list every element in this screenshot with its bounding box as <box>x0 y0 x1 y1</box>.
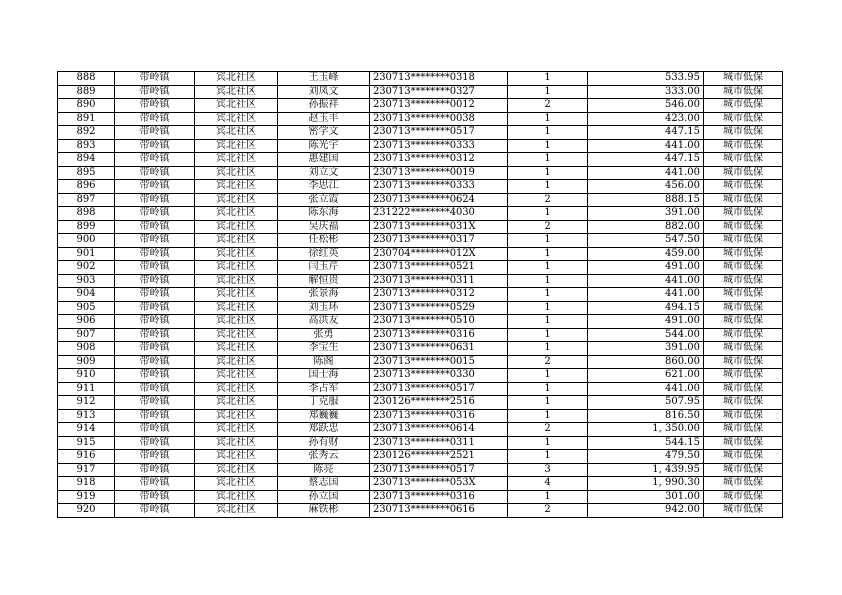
id-number-cell: 230704********012X <box>370 247 508 261</box>
household-count-cell: 1 <box>508 342 588 356</box>
town-cell: 带岭镇 <box>115 193 195 207</box>
community-cell: 宾北社区 <box>195 288 278 302</box>
town-cell: 带岭镇 <box>115 301 195 315</box>
name-cell: 陈光宇 <box>278 139 370 153</box>
amount-cell: 441.00 <box>588 288 704 302</box>
aid-type-cell: 城市低保 <box>704 342 783 356</box>
aid-type-cell: 城市低保 <box>704 99 783 113</box>
name-cell: 陈阁 <box>278 355 370 369</box>
household-count-cell: 1 <box>508 409 588 423</box>
row-number-cell: 920 <box>58 504 115 518</box>
household-count-cell: 1 <box>508 288 588 302</box>
id-number-cell: 230126********2521 <box>370 450 508 464</box>
id-number-cell: 230713********0012 <box>370 99 508 113</box>
community-cell: 宾北社区 <box>195 315 278 329</box>
table-row <box>58 234 783 248</box>
community-cell: 宾北社区 <box>195 382 278 396</box>
table-row <box>58 72 783 86</box>
name-cell: 孙有财 <box>278 436 370 450</box>
amount-cell: 447.15 <box>588 153 704 167</box>
community-cell: 宾北社区 <box>195 477 278 491</box>
community-cell: 宾北社区 <box>195 409 278 423</box>
table-row <box>58 126 783 140</box>
row-number-cell: 910 <box>58 369 115 383</box>
town-cell: 带岭镇 <box>115 477 195 491</box>
aid-type-cell: 城市低保 <box>704 315 783 329</box>
community-cell: 宾北社区 <box>195 234 278 248</box>
amount-cell: 491.00 <box>588 315 704 329</box>
amount-cell: 882.00 <box>588 220 704 234</box>
aid-type-cell: 城市低保 <box>704 274 783 288</box>
row-number-cell: 891 <box>58 112 115 126</box>
id-number-cell: 230713********0517 <box>370 463 508 477</box>
table-row <box>58 369 783 383</box>
community-cell: 宾北社区 <box>195 153 278 167</box>
name-cell: 刘凤文 <box>278 85 370 99</box>
household-count-cell: 3 <box>508 463 588 477</box>
row-number-cell: 898 <box>58 207 115 221</box>
town-cell: 带岭镇 <box>115 261 195 275</box>
id-number-cell: 230713********0510 <box>370 315 508 329</box>
aid-type-cell: 城市低保 <box>704 207 783 221</box>
community-cell: 宾北社区 <box>195 328 278 342</box>
id-number-cell: 230713********0015 <box>370 355 508 369</box>
aid-type-cell: 城市低保 <box>704 463 783 477</box>
household-count-cell: 1 <box>508 112 588 126</box>
community-cell: 宾北社区 <box>195 166 278 180</box>
table-row <box>58 247 783 261</box>
row-number-cell: 893 <box>58 139 115 153</box>
amount-cell: 544.15 <box>588 436 704 450</box>
household-count-cell: 1 <box>508 436 588 450</box>
name-cell: 密学文 <box>278 126 370 140</box>
household-count-cell: 1 <box>508 126 588 140</box>
aid-type-cell: 城市低保 <box>704 139 783 153</box>
name-cell: 陈亮 <box>278 463 370 477</box>
amount-cell: 546.00 <box>588 99 704 113</box>
aid-type-cell: 城市低保 <box>704 504 783 518</box>
amount-cell: 423.00 <box>588 112 704 126</box>
id-number-cell: 230713********0311 <box>370 274 508 288</box>
aid-type-cell: 城市低保 <box>704 288 783 302</box>
row-number-cell: 903 <box>58 274 115 288</box>
amount-cell: 491.00 <box>588 261 704 275</box>
amount-cell: 547.50 <box>588 234 704 248</box>
row-number-cell: 911 <box>58 382 115 396</box>
town-cell: 带岭镇 <box>115 274 195 288</box>
table-row <box>58 490 783 504</box>
town-cell: 带岭镇 <box>115 220 195 234</box>
table-row <box>58 315 783 329</box>
table-row <box>58 504 783 518</box>
name-cell: 丁克服 <box>278 396 370 410</box>
table-row <box>58 436 783 450</box>
amount-cell: 494.15 <box>588 301 704 315</box>
id-number-cell: 230713********0517 <box>370 382 508 396</box>
row-number-cell: 890 <box>58 99 115 113</box>
name-cell: 任松彬 <box>278 234 370 248</box>
household-count-cell: 1 <box>508 450 588 464</box>
table-row <box>58 477 783 491</box>
amount-cell: 391.00 <box>588 207 704 221</box>
name-cell: 蔡志国 <box>278 477 370 491</box>
amount-cell: 860.00 <box>588 355 704 369</box>
table-row <box>58 328 783 342</box>
community-cell: 宾北社区 <box>195 261 278 275</box>
id-number-cell: 230713********0019 <box>370 166 508 180</box>
amount-cell: 333.00 <box>588 85 704 99</box>
community-cell: 宾北社区 <box>195 423 278 437</box>
aid-type-cell: 城市低保 <box>704 423 783 437</box>
community-cell: 宾北社区 <box>195 274 278 288</box>
row-number-cell: 894 <box>58 153 115 167</box>
id-number-cell: 230713********0312 <box>370 153 508 167</box>
town-cell: 带岭镇 <box>115 234 195 248</box>
table-row <box>58 207 783 221</box>
household-count-cell: 1 <box>508 396 588 410</box>
town-cell: 带岭镇 <box>115 355 195 369</box>
name-cell: 解恒贵 <box>278 274 370 288</box>
community-cell: 宾北社区 <box>195 85 278 99</box>
table-row <box>58 261 783 275</box>
aid-type-cell: 城市低保 <box>704 126 783 140</box>
table-row <box>58 301 783 315</box>
name-cell: 郑跃忠 <box>278 423 370 437</box>
row-number-cell: 919 <box>58 490 115 504</box>
aid-type-cell: 城市低保 <box>704 355 783 369</box>
id-number-cell: 230713********0038 <box>370 112 508 126</box>
aid-type-cell: 城市低保 <box>704 477 783 491</box>
town-cell: 带岭镇 <box>115 369 195 383</box>
name-cell: 刘立文 <box>278 166 370 180</box>
amount-cell: 888.15 <box>588 193 704 207</box>
table-row <box>58 166 783 180</box>
household-count-cell: 1 <box>508 72 588 86</box>
amount-cell: 942.00 <box>588 504 704 518</box>
id-number-cell: 230713********0330 <box>370 369 508 383</box>
community-cell: 宾北社区 <box>195 72 278 86</box>
table-row <box>58 355 783 369</box>
benefit-roster-table <box>57 71 783 518</box>
amount-cell: 507.95 <box>588 396 704 410</box>
community-cell: 宾北社区 <box>195 139 278 153</box>
amount-cell: 391.00 <box>588 342 704 356</box>
household-count-cell: 1 <box>508 315 588 329</box>
table-row <box>58 423 783 437</box>
name-cell: 麻铁彬 <box>278 504 370 518</box>
aid-type-cell: 城市低保 <box>704 247 783 261</box>
town-cell: 带岭镇 <box>115 463 195 477</box>
community-cell: 宾北社区 <box>195 450 278 464</box>
community-cell: 宾北社区 <box>195 180 278 194</box>
row-number-cell: 907 <box>58 328 115 342</box>
id-number-cell: 230713********0616 <box>370 504 508 518</box>
name-cell: 吴庆福 <box>278 220 370 234</box>
id-number-cell: 230713********053X <box>370 477 508 491</box>
amount-cell: 533.95 <box>588 72 704 86</box>
id-number-cell: 230713********0333 <box>370 139 508 153</box>
row-number-cell: 902 <box>58 261 115 275</box>
row-number-cell: 899 <box>58 220 115 234</box>
table-row <box>58 463 783 477</box>
community-cell: 宾北社区 <box>195 193 278 207</box>
town-cell: 带岭镇 <box>115 99 195 113</box>
table-row <box>58 409 783 423</box>
town-cell: 带岭镇 <box>115 409 195 423</box>
household-count-cell: 1 <box>508 301 588 315</box>
town-cell: 带岭镇 <box>115 423 195 437</box>
name-cell: 郑巍巍 <box>278 409 370 423</box>
aid-type-cell: 城市低保 <box>704 153 783 167</box>
household-count-cell: 1 <box>508 382 588 396</box>
household-count-cell: 1 <box>508 180 588 194</box>
community-cell: 宾北社区 <box>195 463 278 477</box>
name-cell: 张立霞 <box>278 193 370 207</box>
town-cell: 带岭镇 <box>115 180 195 194</box>
row-number-cell: 917 <box>58 463 115 477</box>
table-row <box>58 450 783 464</box>
household-count-cell: 2 <box>508 355 588 369</box>
community-cell: 宾北社区 <box>195 207 278 221</box>
community-cell: 宾北社区 <box>195 436 278 450</box>
aid-type-cell: 城市低保 <box>704 382 783 396</box>
town-cell: 带岭镇 <box>115 166 195 180</box>
row-number-cell: 912 <box>58 396 115 410</box>
id-number-cell: 230713********0312 <box>370 288 508 302</box>
row-number-cell: 889 <box>58 85 115 99</box>
town-cell: 带岭镇 <box>115 72 195 86</box>
table-row <box>58 220 783 234</box>
row-number-cell: 900 <box>58 234 115 248</box>
row-number-cell: 913 <box>58 409 115 423</box>
row-number-cell: 909 <box>58 355 115 369</box>
town-cell: 带岭镇 <box>115 288 195 302</box>
town-cell: 带岭镇 <box>115 112 195 126</box>
id-number-cell: 231222********4030 <box>370 207 508 221</box>
aid-type-cell: 城市低保 <box>704 234 783 248</box>
table-row <box>58 274 783 288</box>
town-cell: 带岭镇 <box>115 342 195 356</box>
community-cell: 宾北社区 <box>195 112 278 126</box>
name-cell: 高洪友 <box>278 315 370 329</box>
table-row <box>58 139 783 153</box>
household-count-cell: 1 <box>508 85 588 99</box>
id-number-cell: 230713********0316 <box>370 490 508 504</box>
amount-cell: 301.00 <box>588 490 704 504</box>
household-count-cell: 1 <box>508 166 588 180</box>
household-count-cell: 1 <box>508 328 588 342</box>
name-cell: 陈东海 <box>278 207 370 221</box>
community-cell: 宾北社区 <box>195 355 278 369</box>
amount-cell: 441.00 <box>588 139 704 153</box>
community-cell: 宾北社区 <box>195 369 278 383</box>
town-cell: 带岭镇 <box>115 139 195 153</box>
aid-type-cell: 城市低保 <box>704 220 783 234</box>
table-row <box>58 99 783 113</box>
household-count-cell: 1 <box>508 153 588 167</box>
aid-type-cell: 城市低保 <box>704 301 783 315</box>
roster-body <box>58 72 783 518</box>
row-number-cell: 906 <box>58 315 115 329</box>
aid-type-cell: 城市低保 <box>704 72 783 86</box>
table-row <box>58 193 783 207</box>
household-count-cell: 1 <box>508 261 588 275</box>
id-number-cell: 230713********0317 <box>370 234 508 248</box>
community-cell: 宾北社区 <box>195 301 278 315</box>
row-number-cell: 908 <box>58 342 115 356</box>
id-number-cell: 230713********0517 <box>370 126 508 140</box>
name-cell: 孙立国 <box>278 490 370 504</box>
household-count-cell: 1 <box>508 369 588 383</box>
row-number-cell: 916 <box>58 450 115 464</box>
town-cell: 带岭镇 <box>115 450 195 464</box>
amount-cell: 816.50 <box>588 409 704 423</box>
household-count-cell: 4 <box>508 477 588 491</box>
household-count-cell: 1 <box>508 274 588 288</box>
household-count-cell: 1 <box>508 139 588 153</box>
row-number-cell: 901 <box>58 247 115 261</box>
row-number-cell: 915 <box>58 436 115 450</box>
row-number-cell: 914 <box>58 423 115 437</box>
community-cell: 宾北社区 <box>195 342 278 356</box>
row-number-cell: 897 <box>58 193 115 207</box>
amount-cell: 447.15 <box>588 126 704 140</box>
amount-cell: 1, 439.95 <box>588 463 704 477</box>
town-cell: 带岭镇 <box>115 126 195 140</box>
aid-type-cell: 城市低保 <box>704 396 783 410</box>
id-number-cell: 230713********0614 <box>370 423 508 437</box>
name-cell: 国士海 <box>278 369 370 383</box>
name-cell: 惠建国 <box>278 153 370 167</box>
name-cell: 刘玉环 <box>278 301 370 315</box>
aid-type-cell: 城市低保 <box>704 490 783 504</box>
town-cell: 带岭镇 <box>115 382 195 396</box>
table-row <box>58 382 783 396</box>
community-cell: 宾北社区 <box>195 490 278 504</box>
amount-cell: 441.00 <box>588 166 704 180</box>
community-cell: 宾北社区 <box>195 504 278 518</box>
aid-type-cell: 城市低保 <box>704 85 783 99</box>
id-number-cell: 230713********0327 <box>370 85 508 99</box>
row-number-cell: 892 <box>58 126 115 140</box>
name-cell: 李宝生 <box>278 342 370 356</box>
aid-type-cell: 城市低保 <box>704 369 783 383</box>
community-cell: 宾北社区 <box>195 99 278 113</box>
household-count-cell: 2 <box>508 504 588 518</box>
table-row <box>58 112 783 126</box>
table-row <box>58 85 783 99</box>
aid-type-cell: 城市低保 <box>704 180 783 194</box>
id-number-cell: 230713********0316 <box>370 409 508 423</box>
name-cell: 李思江 <box>278 180 370 194</box>
town-cell: 带岭镇 <box>115 85 195 99</box>
town-cell: 带岭镇 <box>115 153 195 167</box>
household-count-cell: 1 <box>508 247 588 261</box>
table-row <box>58 288 783 302</box>
name-cell: 徐红英 <box>278 247 370 261</box>
amount-cell: 441.00 <box>588 274 704 288</box>
community-cell: 宾北社区 <box>195 220 278 234</box>
amount-cell: 621.00 <box>588 369 704 383</box>
aid-type-cell: 城市低保 <box>704 166 783 180</box>
row-number-cell: 896 <box>58 180 115 194</box>
table-row <box>58 342 783 356</box>
town-cell: 带岭镇 <box>115 247 195 261</box>
row-number-cell: 905 <box>58 301 115 315</box>
amount-cell: 1, 990.30 <box>588 477 704 491</box>
aid-type-cell: 城市低保 <box>704 112 783 126</box>
aid-type-cell: 城市低保 <box>704 193 783 207</box>
id-number-cell: 230713********031X <box>370 220 508 234</box>
row-number-cell: 918 <box>58 477 115 491</box>
town-cell: 带岭镇 <box>115 396 195 410</box>
amount-cell: 441.00 <box>588 382 704 396</box>
community-cell: 宾北社区 <box>195 247 278 261</box>
household-count-cell: 1 <box>508 490 588 504</box>
amount-cell: 479.50 <box>588 450 704 464</box>
name-cell: 王玉峰 <box>278 72 370 86</box>
town-cell: 带岭镇 <box>115 207 195 221</box>
household-count-cell: 2 <box>508 193 588 207</box>
name-cell: 闫玉芹 <box>278 261 370 275</box>
name-cell: 张勇 <box>278 328 370 342</box>
id-number-cell: 230713********0624 <box>370 193 508 207</box>
town-cell: 带岭镇 <box>115 328 195 342</box>
id-number-cell: 230713********0333 <box>370 180 508 194</box>
community-cell: 宾北社区 <box>195 126 278 140</box>
table-row <box>58 396 783 410</box>
name-cell: 张景海 <box>278 288 370 302</box>
amount-cell: 1, 350.00 <box>588 423 704 437</box>
household-count-cell: 2 <box>508 99 588 113</box>
id-number-cell: 230126********2516 <box>370 396 508 410</box>
town-cell: 带岭镇 <box>115 504 195 518</box>
town-cell: 带岭镇 <box>115 490 195 504</box>
amount-cell: 459.00 <box>588 247 704 261</box>
name-cell: 李占军 <box>278 382 370 396</box>
row-number-cell: 904 <box>58 288 115 302</box>
aid-type-cell: 城市低保 <box>704 328 783 342</box>
id-number-cell: 230713********0316 <box>370 328 508 342</box>
name-cell: 孙振祥 <box>278 99 370 113</box>
amount-cell: 456.00 <box>588 180 704 194</box>
town-cell: 带岭镇 <box>115 315 195 329</box>
row-number-cell: 895 <box>58 166 115 180</box>
table-row <box>58 153 783 167</box>
community-cell: 宾北社区 <box>195 396 278 410</box>
aid-type-cell: 城市低保 <box>704 261 783 275</box>
household-count-cell: 2 <box>508 423 588 437</box>
row-number-cell: 888 <box>58 72 115 86</box>
town-cell: 带岭镇 <box>115 436 195 450</box>
name-cell: 赵玉丰 <box>278 112 370 126</box>
name-cell: 张秀云 <box>278 450 370 464</box>
id-number-cell: 230713********0631 <box>370 342 508 356</box>
id-number-cell: 230713********0521 <box>370 261 508 275</box>
id-number-cell: 230713********0318 <box>370 72 508 86</box>
aid-type-cell: 城市低保 <box>704 436 783 450</box>
table-row <box>58 180 783 194</box>
household-count-cell: 1 <box>508 234 588 248</box>
aid-type-cell: 城市低保 <box>704 409 783 423</box>
id-number-cell: 230713********0529 <box>370 301 508 315</box>
amount-cell: 544.00 <box>588 328 704 342</box>
aid-type-cell: 城市低保 <box>704 450 783 464</box>
household-count-cell: 2 <box>508 220 588 234</box>
household-count-cell: 1 <box>508 207 588 221</box>
id-number-cell: 230713********0311 <box>370 436 508 450</box>
